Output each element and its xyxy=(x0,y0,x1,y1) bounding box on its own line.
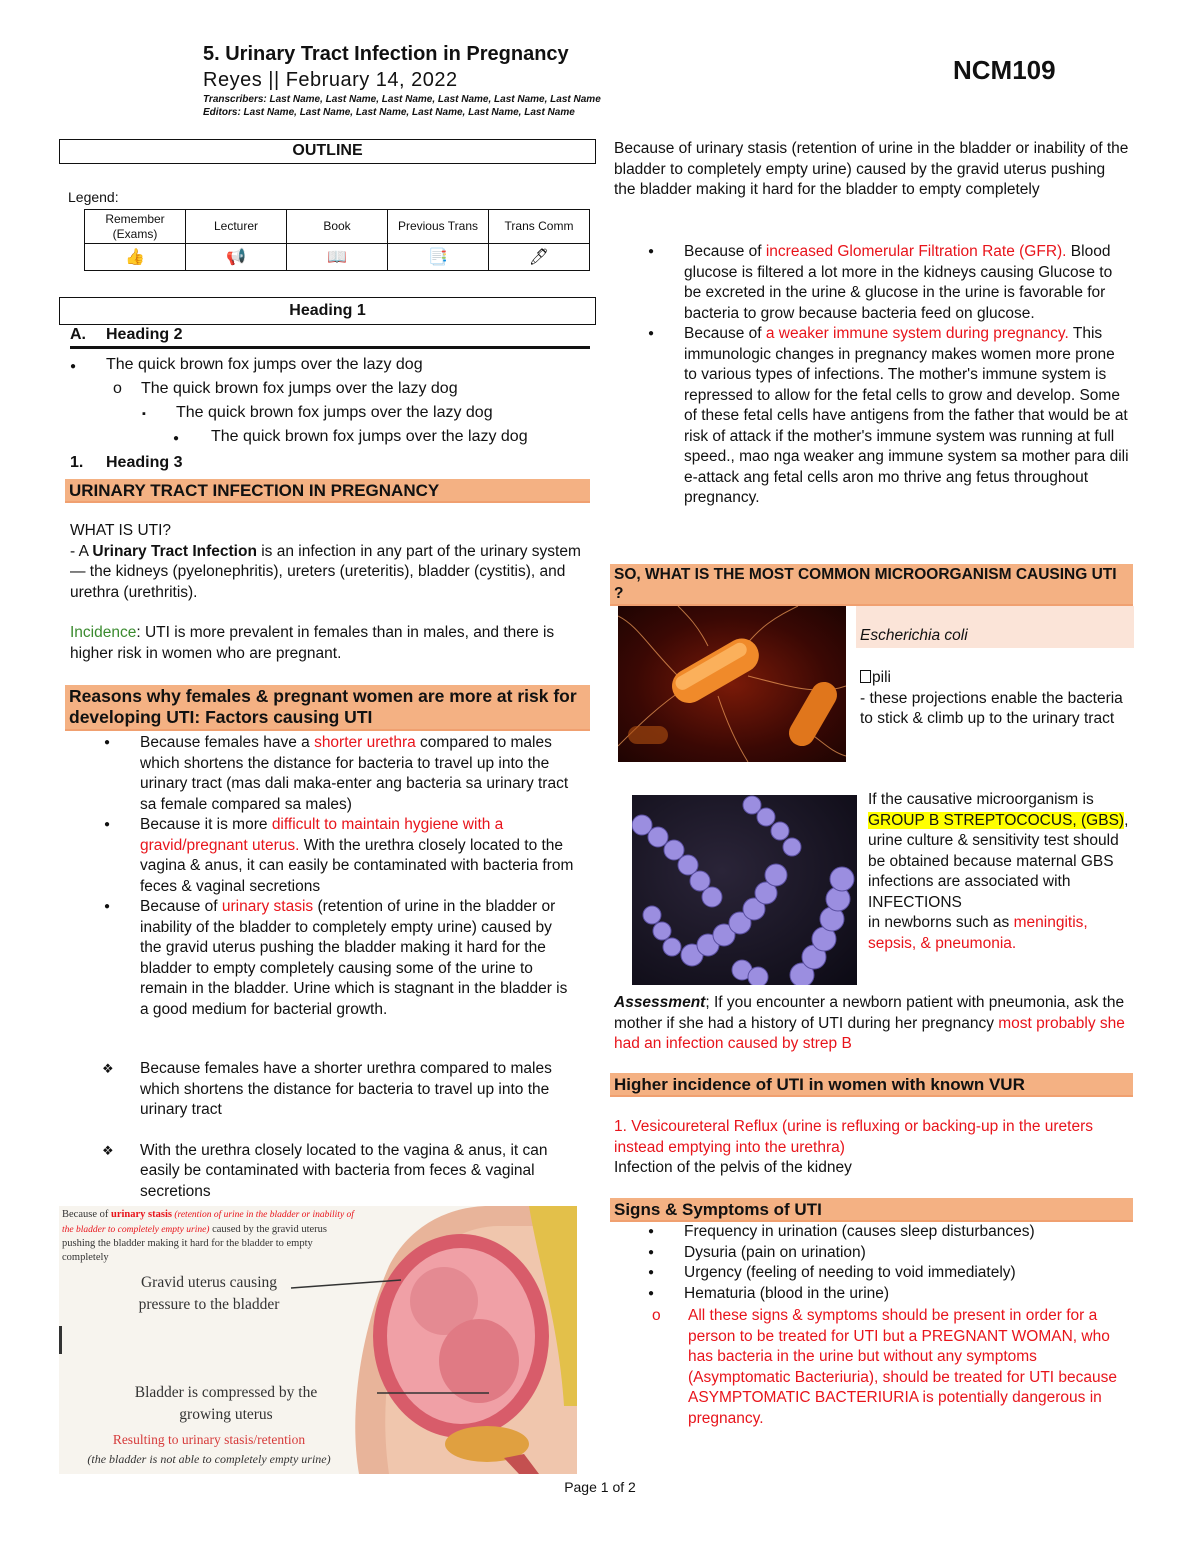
list-item: ● Frequency in urination (causes sleep disturbances) xyxy=(610,1222,1130,1243)
heading-3-marker: 1. xyxy=(70,454,84,471)
heading-2 xyxy=(70,326,590,349)
checkbox-icon xyxy=(860,670,871,683)
sample-text: The quick brown fox jumps over the lazy dog xyxy=(106,356,423,373)
list-item: ● Because of a weaker immune system during pregnancy. This immunologic changes in pregnancy makes women more prone to various types of infections. The mother's immune system is repressed to allow for the fetal cells to grow and develop. Some of these fetal cells have antigens from the father that would be at risk of attack if the mother's immune system was running at full speed., mao nga weaker ang immune system sa mother para dili e-attack ang fetal cells aron mo thrive ang fetus throughout pregnancy. xyxy=(610,324,1130,509)
list-item: ● Hematuria (blood in the urine) xyxy=(610,1284,1130,1305)
list-item: ❖ Because females have a shorter urethra compared to males which shortens the distance for bacteria to travel up into the urinary tract xyxy=(66,1059,576,1121)
heading-3 xyxy=(70,454,182,472)
uti-section-title: URINARY TRACT INFECTION IN PREGNANCY xyxy=(65,479,590,503)
gbs-highlight: GROUP B STREPTOCOCUS, (GBS) xyxy=(868,811,1125,829)
signs-note: o All these signs & symptoms should be present in order for a person to be treated for UTI but a PREGNANT WOMAN, who has bacteria in the urine but without any symptoms (Asymptomatic Bacteriuria), should be treated for UTI because ASYMPTOMATIC BACTERIURIA is potentially dangerous in pregnancy. xyxy=(652,1307,1118,1427)
sample-line-4 xyxy=(173,428,528,446)
heading-3-text: Heading 3 xyxy=(106,454,183,471)
assessment-label: Assessment xyxy=(614,994,706,1011)
list-item: ❖ With the urethra closely located to the vagina & anus, it can easily be contaminated with bacteria from feces & vaginal secretions xyxy=(66,1141,576,1203)
incidence-paragraph: Incidence: UTI is more prevalent in females than in males, and there is higher risk in women who are pregnant. xyxy=(70,624,555,662)
sample-line-1 xyxy=(70,356,423,374)
legend-remember-label: Remember (Exams) xyxy=(85,210,186,244)
heading-2-text: Heading 2 xyxy=(106,326,183,343)
megaphone-icon: 📢 xyxy=(186,244,287,271)
bacteria-illustration xyxy=(618,606,846,762)
pili-block xyxy=(860,668,1130,730)
gravid-uterus-figure xyxy=(59,1206,577,1474)
reasons-title: Reasons why females & pregnant women are more at risk for developing UTI: Factors causing UTI xyxy=(65,685,590,731)
thumbs-up-icon: 👍 xyxy=(85,244,186,271)
doc-title: 5. Urinary Tract Infection in Pregnancy xyxy=(203,43,569,65)
documents-icon: 📑 xyxy=(388,244,489,271)
stasis-paragraph: Because of urinary stasis (retention of urine in the bladder or inability of the bladder to completely empty urine) caused by the gravid uterus pushing the bladder making it hard for the bladder to empty completely xyxy=(614,140,1129,198)
figure-label-gravid: Gravid uterus causing pressure to the bladder xyxy=(138,1274,280,1313)
list-item: ● Because of increased Glomerular Filtration Rate (GFR). Blood glucose is filtered a lot more in the kidneys causing Glucose to be excreted in the urine & glucose in the urine is favorable for bacteria to grow because bacteria feed on glucose. xyxy=(610,242,1130,324)
legend-lecturer-label: Lecturer xyxy=(186,210,287,244)
uti-term: Urinary Tract Infection xyxy=(92,542,257,560)
heading-1-box: Heading 1 xyxy=(59,297,596,325)
uti-def-paragraph: - A Urinary Tract Infection is an infection in any part of the urinary system — the kidneys (pyelonephritis), ureters (ureteritis), bladder (cystitis), and urethra (urethritis). xyxy=(70,542,581,601)
sample-text: The quick brown fox jumps over the lazy dog xyxy=(176,404,493,421)
ecoli-name: Escherichia coli xyxy=(860,627,968,644)
figure-label-stasis-note: (the bladder is not able to completely empty urine) xyxy=(87,1452,331,1466)
legend-label: Legend: xyxy=(68,189,119,205)
heading-2-marker: A. xyxy=(70,326,86,343)
what-is-uti: WHAT IS UTI? xyxy=(70,522,172,539)
uti-definition xyxy=(70,521,590,664)
level-1-bullet: ● xyxy=(70,361,77,372)
note-marker: o xyxy=(652,1307,661,1324)
pili-title: pili xyxy=(860,668,1130,689)
list-item: ● Urgency (feeling of needing to void immediately) xyxy=(610,1263,1130,1284)
reasons-diamond-list xyxy=(66,1059,576,1202)
editors-line: Editors: Last Name, Last Name, Last Name, Last Name, Last Name, Last Name xyxy=(203,107,575,118)
list-item: ● Because of urinary stasis (retention of urine in the bladder or inability of the bladder to completely empty urine) caused by the gravid uterus pushing the bladder making it hard for the bladder to empty completely causing some of the urine to remain in the bladder. Urine which is stagnant in the bladder is a good medium for bacterial growth. xyxy=(66,897,576,1020)
signs-symptoms-list xyxy=(610,1222,1130,1304)
page-number: Page 1 of 2 xyxy=(564,1479,636,1495)
incidence-label: Incidence xyxy=(70,624,137,641)
sample-line-2 xyxy=(113,380,458,398)
list-item: ● Because females have a shorter urethra compared to males which shortens the distance for bacteria to travel up into the urinary tract (mas dali maka-enter ang bacteria sa urinary tract sa female compared sa males) xyxy=(66,733,576,815)
doc-subtitle: Reyes || February 14, 2022 xyxy=(203,69,458,91)
sample-line-3 xyxy=(142,404,493,422)
ecoli-image xyxy=(618,606,846,762)
level-4-bullet: ● xyxy=(173,433,180,444)
legend-book-label: Book xyxy=(287,210,388,244)
legend-trans-comm-label: Trans Comm xyxy=(489,210,590,244)
figure-label-bladder: Bladder is compressed by the growing uterus xyxy=(134,1384,318,1423)
assessment-paragraph: Assessment; If you encounter a newborn patient with pneumonia, ask the mother if she had a history of UTI during her pregnancy most probably she had an infection caused by strep B xyxy=(614,994,1125,1052)
pen-icon: 🖊 xyxy=(489,244,590,271)
legend-table xyxy=(84,209,590,271)
strep-chain-illustration xyxy=(632,795,857,985)
figure-caption: Because of urinary stasis (retention of urine in the bladder or inability of the bladder to completely empty urine) caused by the gravid uterus pushing the bladder making it hard for the bladder to empty completely xyxy=(62,1209,354,1263)
list-item: ● Because it is more difficult to maintain hygiene with a gravid/pregnant uterus. With the urethra closely located to the vagina & anus, it can easily be contaminated with bacteria from feces & vaginal secretions xyxy=(66,815,576,897)
pili-text: - these projections enable the bacteria to stick & climb up to the urinary tract xyxy=(860,689,1123,727)
microorganism-title: SO, WHAT IS THE MOST COMMON MICROORGANISM CAUSING UTI ? xyxy=(610,564,1133,606)
sample-text: The quick brown fox jumps over the lazy dog xyxy=(211,428,528,445)
factors-list-cont xyxy=(610,242,1130,509)
outline-title: OUTLINE xyxy=(59,139,596,164)
level-2-bullet: o xyxy=(113,380,122,397)
streptococcus-image xyxy=(632,795,857,985)
legend-previous-trans-label: Previous Trans xyxy=(388,210,489,244)
vur-title: Higher incidence of UTI in women with known VUR xyxy=(610,1073,1133,1097)
transcribers-line: Transcribers: Last Name, Last Name, Last Name, Last Name, Last Name, Last Name xyxy=(203,94,601,105)
list-item: ● Dysuria (pain on urination) xyxy=(610,1243,1130,1264)
sample-text: The quick brown fox jumps over the lazy dog xyxy=(141,380,458,397)
gbs-paragraph: If the causative microorganism is GROUP B STREPTOCOCUS, (GBS), urine culture & sensitivity test should be obtained because maternal GBS infections are associated with INFECTIONS in newborns such as meningitis, sepsis, & pneumonia. xyxy=(868,791,1129,952)
course-code: NCM109 xyxy=(953,55,1056,85)
vur-block xyxy=(614,1117,1134,1179)
vur-text: Infection of the pelvis of the kidney xyxy=(614,1159,852,1176)
signs-symptoms-title: Signs & Symptoms of UTI xyxy=(610,1198,1133,1222)
figure-label-stasis: Resulting to urinary stasis/retention xyxy=(112,1432,306,1447)
level-3-bullet: ▪ xyxy=(142,408,146,420)
book-icon: 📖 xyxy=(287,244,388,271)
vur-definition: 1. Vesicoureteral Reflux (urine is refluxing or backing-up in the ureters instead emptying into the urethra) xyxy=(614,1118,1094,1156)
reasons-list xyxy=(66,733,576,1020)
